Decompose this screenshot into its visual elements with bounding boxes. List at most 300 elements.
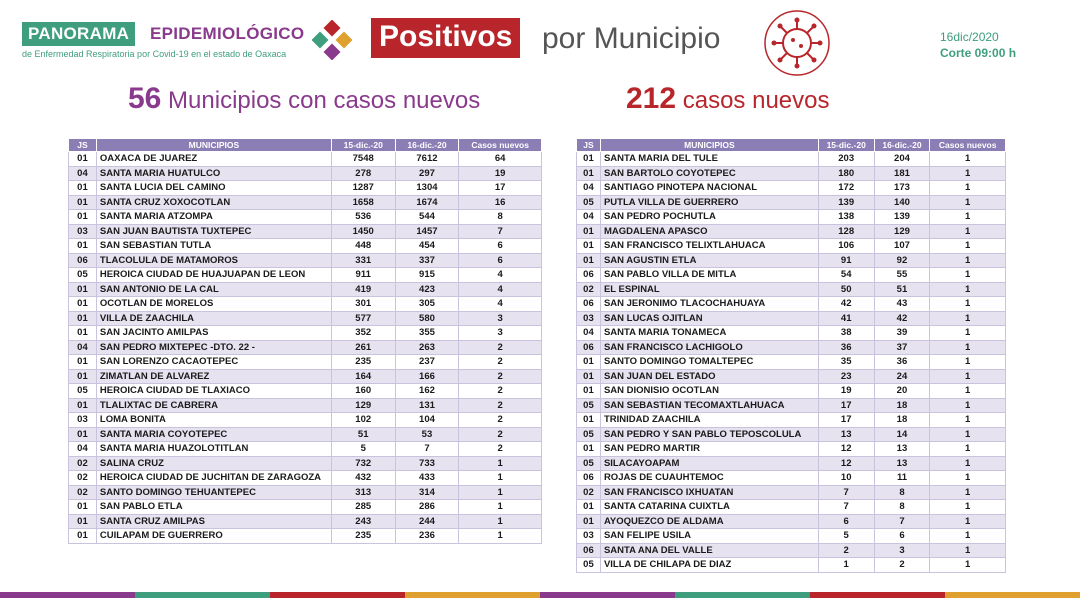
cell-casos-nuevos: 1: [930, 529, 1006, 544]
cell-js: 04: [577, 181, 601, 196]
table-row: [69, 210, 542, 225]
cell-casos-nuevos: 1: [930, 471, 1006, 486]
cell-municipio: SAN FELIPE USILA: [600, 529, 818, 544]
color-segment: [135, 592, 270, 598]
cell-16dic: 166: [395, 369, 459, 384]
cell-15dic: 203: [818, 152, 874, 167]
municipios-count: 56: [128, 82, 162, 115]
cell-js: 03: [577, 529, 601, 544]
cell-municipio: VILLA DE ZAACHILA: [96, 311, 331, 326]
cell-municipio: TLALIXTAC DE CABRERA: [96, 398, 331, 413]
cell-js: 01: [69, 427, 97, 442]
cell-16dic: 42: [874, 311, 930, 326]
cell-15dic: 138: [818, 210, 874, 225]
cell-15dic: 313: [331, 485, 395, 500]
col-15dic: 15-dic.-20: [331, 139, 395, 152]
cell-municipio: EL ESPINAL: [600, 282, 818, 297]
col-js: JS: [577, 139, 601, 152]
cell-js: 04: [69, 340, 97, 355]
cell-casos-nuevos: 4: [459, 268, 542, 283]
cell-16dic: 1457: [395, 224, 459, 239]
table-row: [577, 369, 1006, 384]
cell-16dic: 131: [395, 398, 459, 413]
cell-16dic: 24: [874, 369, 930, 384]
cell-municipio: AYOQUEZCO DE ALDAMA: [600, 514, 818, 529]
cell-casos-nuevos: 1: [459, 529, 542, 544]
cell-js: 01: [577, 166, 601, 181]
cell-casos-nuevos: 1: [930, 224, 1006, 239]
col-municipios: MUNICIPIOS: [600, 139, 818, 152]
cell-js: 01: [577, 514, 601, 529]
cell-municipio: HEROICA CIUDAD DE HUAJUAPAN DE LEON: [96, 268, 331, 283]
cell-16dic: 37: [874, 340, 930, 355]
cell-15dic: 19: [818, 384, 874, 399]
cell-casos-nuevos: 1: [930, 427, 1006, 442]
cell-casos-nuevos: 6: [459, 239, 542, 254]
cell-15dic: 352: [331, 326, 395, 341]
table-row: [577, 311, 1006, 326]
cell-casos-nuevos: 2: [459, 442, 542, 457]
cell-15dic: 102: [331, 413, 395, 428]
table-row: [577, 195, 1006, 210]
cell-15dic: 7548: [331, 152, 395, 167]
table-row: [577, 152, 1006, 167]
cell-js: 04: [577, 326, 601, 341]
cell-municipio: SAN ANTONIO DE LA CAL: [96, 282, 331, 297]
table-row: [69, 195, 542, 210]
cell-casos-nuevos: 1: [930, 355, 1006, 370]
cell-js: 01: [69, 369, 97, 384]
col-casos-nuevos: Casos nuevos: [930, 139, 1006, 152]
cell-15dic: 172: [818, 181, 874, 196]
cell-15dic: 301: [331, 297, 395, 312]
cell-js: 06: [577, 471, 601, 486]
cell-15dic: 1450: [331, 224, 395, 239]
cell-16dic: 423: [395, 282, 459, 297]
cell-municipio: SANTA MARIA HUAZOLOTITLAN: [96, 442, 331, 457]
cell-casos-nuevos: 1: [930, 152, 1006, 167]
brand-logo-icon: [312, 20, 352, 60]
cell-municipio: SANTIAGO PINOTEPA NACIONAL: [600, 181, 818, 196]
cell-municipio: TLACOLULA DE MATAMOROS: [96, 253, 331, 268]
cell-casos-nuevos: 1: [930, 297, 1006, 312]
cell-16dic: 7: [874, 514, 930, 529]
virus-icon: [762, 8, 832, 78]
cell-15dic: 160: [331, 384, 395, 399]
cell-js: 01: [577, 442, 601, 457]
table-row: [577, 166, 1006, 181]
cell-16dic: 263: [395, 340, 459, 355]
cell-15dic: 13: [818, 427, 874, 442]
table-row: [69, 239, 542, 254]
cell-municipio: SANTA CRUZ AMILPAS: [96, 514, 331, 529]
cell-js: 01: [69, 282, 97, 297]
cell-16dic: 733: [395, 456, 459, 471]
cell-casos-nuevos: 1: [930, 485, 1006, 500]
cell-15dic: 536: [331, 210, 395, 225]
cell-16dic: 36: [874, 355, 930, 370]
cell-casos-nuevos: 4: [459, 282, 542, 297]
table-row: [69, 456, 542, 471]
cell-16dic: 173: [874, 181, 930, 196]
cell-municipio: TRINIDAD ZAACHILA: [600, 413, 818, 428]
report-date: 16dic/2020: [940, 30, 999, 44]
cell-casos-nuevos: 1: [930, 210, 1006, 225]
cell-16dic: 454: [395, 239, 459, 254]
cell-15dic: 5: [331, 442, 395, 457]
cell-15dic: 448: [331, 239, 395, 254]
cell-16dic: 305: [395, 297, 459, 312]
cell-15dic: 331: [331, 253, 395, 268]
brand-epidemiologico: EPIDEMIOLÓGICO: [150, 24, 305, 43]
table-row: [577, 268, 1006, 283]
table-row: [69, 326, 542, 341]
table-row: [69, 166, 542, 181]
cell-js: 02: [69, 485, 97, 500]
cell-casos-nuevos: 2: [459, 340, 542, 355]
title-positivos: Positivos: [371, 18, 520, 58]
cell-casos-nuevos: 1: [930, 456, 1006, 471]
cell-js: 01: [577, 355, 601, 370]
table-row: [577, 427, 1006, 442]
table-row: [577, 543, 1006, 558]
table-row: [577, 500, 1006, 515]
cell-15dic: 5: [818, 529, 874, 544]
table-row: [69, 340, 542, 355]
cell-15dic: 235: [331, 529, 395, 544]
cell-casos-nuevos: 1: [930, 500, 1006, 515]
cell-15dic: 419: [331, 282, 395, 297]
table-row: [69, 471, 542, 486]
cell-js: 01: [577, 384, 601, 399]
table-row: [577, 485, 1006, 500]
cell-16dic: 286: [395, 500, 459, 515]
table-row: [577, 355, 1006, 370]
cell-js: 01: [69, 514, 97, 529]
table-row: [577, 326, 1006, 341]
cell-16dic: 39: [874, 326, 930, 341]
cell-16dic: 433: [395, 471, 459, 486]
cell-15dic: 285: [331, 500, 395, 515]
table-row: [577, 529, 1006, 544]
cell-16dic: 8: [874, 485, 930, 500]
col-16dic: 16-dic.-20: [874, 139, 930, 152]
cell-municipio: SANTA MARIA HUATULCO: [96, 166, 331, 181]
cell-casos-nuevos: 64: [459, 152, 542, 167]
cell-16dic: 11: [874, 471, 930, 486]
cell-casos-nuevos: 1: [930, 253, 1006, 268]
table-row: [69, 297, 542, 312]
table-row: [577, 224, 1006, 239]
cell-js: 03: [69, 224, 97, 239]
cell-municipio: SAN PABLO ETLA: [96, 500, 331, 515]
cell-casos-nuevos: 1: [459, 485, 542, 500]
cell-js: 05: [577, 398, 601, 413]
table-row: [69, 485, 542, 500]
cell-16dic: 92: [874, 253, 930, 268]
cell-15dic: 17: [818, 398, 874, 413]
cell-casos-nuevos: 1: [930, 268, 1006, 283]
cell-js: 05: [69, 268, 97, 283]
cell-js: 01: [577, 239, 601, 254]
cell-16dic: 3: [874, 543, 930, 558]
cell-js: 03: [69, 413, 97, 428]
cell-municipio: SAN PEDRO Y SAN PABLO TEPOSCOLULA: [600, 427, 818, 442]
cell-15dic: 1: [818, 558, 874, 573]
cell-15dic: 129: [331, 398, 395, 413]
cell-js: 01: [69, 500, 97, 515]
cell-15dic: 732: [331, 456, 395, 471]
casos-text: casos nuevos: [676, 87, 830, 114]
cell-municipio: VILLA DE CHILAPA DE DIAZ: [600, 558, 818, 573]
cell-16dic: 1674: [395, 195, 459, 210]
cell-js: 02: [69, 471, 97, 486]
cell-js: 01: [69, 398, 97, 413]
table-row: [577, 282, 1006, 297]
brand-header: [22, 22, 352, 66]
cell-js: 05: [577, 558, 601, 573]
col-16dic: 16-dic.-20: [395, 139, 459, 152]
cell-16dic: 18: [874, 398, 930, 413]
cell-16dic: 6: [874, 529, 930, 544]
cell-municipio: HEROICA CIUDAD DE JUCHITAN DE ZARAGOZA: [96, 471, 331, 486]
cell-casos-nuevos: 2: [459, 355, 542, 370]
cell-casos-nuevos: 2: [459, 413, 542, 428]
cell-js: 01: [577, 152, 601, 167]
cell-16dic: 104: [395, 413, 459, 428]
table-row: [577, 413, 1006, 428]
cell-municipio: SAN SEBASTIAN TUTLA: [96, 239, 331, 254]
cell-js: 06: [577, 268, 601, 283]
table-row: [69, 442, 542, 457]
cell-municipio: SANTO DOMINGO TOMALTEPEC: [600, 355, 818, 370]
cell-municipio: SAN FRANCISCO TELIXTLAHUACA: [600, 239, 818, 254]
cell-16dic: 7612: [395, 152, 459, 167]
cell-15dic: 261: [331, 340, 395, 355]
cell-municipio: HEROICA CIUDAD DE TLAXIACO: [96, 384, 331, 399]
cell-js: 03: [577, 311, 601, 326]
cell-16dic: 51: [874, 282, 930, 297]
cell-16dic: 43: [874, 297, 930, 312]
cell-municipio: SANTA CATARINA CUIXTLA: [600, 500, 818, 515]
table-row: [577, 239, 1006, 254]
color-segment: [945, 592, 1080, 598]
cell-js: 01: [69, 210, 97, 225]
cell-municipio: SANTA MARIA COYOTEPEC: [96, 427, 331, 442]
cell-15dic: 38: [818, 326, 874, 341]
table-row: [69, 529, 542, 544]
cell-js: 04: [69, 166, 97, 181]
col-js: JS: [69, 139, 97, 152]
cell-16dic: 181: [874, 166, 930, 181]
cell-municipio: SAN BARTOLO COYOTEPEC: [600, 166, 818, 181]
cell-js: 04: [69, 442, 97, 457]
report-cutoff: Corte 09:00 h: [940, 46, 1017, 60]
cell-15dic: 128: [818, 224, 874, 239]
cell-casos-nuevos: 1: [930, 166, 1006, 181]
cell-js: 01: [577, 253, 601, 268]
cell-js: 01: [69, 529, 97, 544]
cell-15dic: 164: [331, 369, 395, 384]
table-row: [577, 297, 1006, 312]
cell-casos-nuevos: 1: [930, 543, 1006, 558]
cell-15dic: 911: [331, 268, 395, 283]
cell-municipio: SANTA ANA DEL VALLE: [600, 543, 818, 558]
cell-15dic: 50: [818, 282, 874, 297]
cell-js: 01: [69, 355, 97, 370]
table-row: [69, 253, 542, 268]
table-row: [69, 369, 542, 384]
cell-15dic: 91: [818, 253, 874, 268]
bottom-color-bar: [0, 592, 1080, 598]
cell-16dic: 13: [874, 456, 930, 471]
cell-municipio: SANTA MARIA DEL TULE: [600, 152, 818, 167]
cell-municipio: SAN FRANCISCO IXHUATAN: [600, 485, 818, 500]
cell-municipio: SAN JACINTO AMILPAS: [96, 326, 331, 341]
casos-headline: [626, 82, 829, 116]
cell-15dic: 180: [818, 166, 874, 181]
cell-16dic: 236: [395, 529, 459, 544]
table-row: [577, 181, 1006, 196]
cell-15dic: 278: [331, 166, 395, 181]
cell-15dic: 106: [818, 239, 874, 254]
cell-js: 01: [69, 181, 97, 196]
cell-casos-nuevos: 8: [459, 210, 542, 225]
title-por-municipio: por Municipio: [542, 22, 721, 55]
cell-municipio: OAXACA DE JUAREZ: [96, 152, 331, 167]
table-row: [577, 384, 1006, 399]
cell-municipio: SANTA CRUZ XOXOCOTLAN: [96, 195, 331, 210]
cell-casos-nuevos: 1: [930, 384, 1006, 399]
cell-casos-nuevos: 4: [459, 297, 542, 312]
cell-js: 01: [69, 195, 97, 210]
cell-municipio: SAN PEDRO POCHUTLA: [600, 210, 818, 225]
casos-count: 212: [626, 82, 677, 115]
cell-casos-nuevos: 2: [459, 398, 542, 413]
cell-16dic: 139: [874, 210, 930, 225]
cell-casos-nuevos: 19: [459, 166, 542, 181]
color-segment: [270, 592, 405, 598]
table-row: [69, 514, 542, 529]
cell-16dic: 14: [874, 427, 930, 442]
cell-15dic: 139: [818, 195, 874, 210]
table-row: [577, 398, 1006, 413]
cell-municipio: SAN JUAN DEL ESTADO: [600, 369, 818, 384]
cell-casos-nuevos: 1: [930, 181, 1006, 196]
cell-js: 06: [577, 543, 601, 558]
cell-15dic: 7: [818, 485, 874, 500]
table-row: [577, 456, 1006, 471]
cell-casos-nuevos: 1: [930, 398, 1006, 413]
cell-casos-nuevos: 1: [930, 558, 1006, 573]
cell-municipio: SAN SEBASTIAN TECOMAXTLAHUACA: [600, 398, 818, 413]
cell-municipio: SAN JUAN BAUTISTA TUXTEPEC: [96, 224, 331, 239]
cell-casos-nuevos: 1: [930, 413, 1006, 428]
cell-15dic: 17: [818, 413, 874, 428]
table-row: [69, 500, 542, 515]
cell-15dic: 2: [818, 543, 874, 558]
cell-js: 01: [69, 239, 97, 254]
cell-municipio: SANTA MARIA ATZOMPA: [96, 210, 331, 225]
cell-16dic: 580: [395, 311, 459, 326]
cell-casos-nuevos: 1: [459, 500, 542, 515]
cell-municipio: SAN PEDRO MIXTEPEC -DTO. 22 -: [96, 340, 331, 355]
color-segment: [675, 592, 810, 598]
cell-municipio: SILACAYOAPAM: [600, 456, 818, 471]
table-row: [577, 558, 1006, 573]
table-row: [69, 311, 542, 326]
table-row: [69, 427, 542, 442]
cell-16dic: 544: [395, 210, 459, 225]
cell-js: 01: [577, 500, 601, 515]
cell-municipio: SAN JERONIMO TLACOCHAHUAYA: [600, 297, 818, 312]
cell-16dic: 2: [874, 558, 930, 573]
cell-16dic: 162: [395, 384, 459, 399]
cell-16dic: 1304: [395, 181, 459, 196]
cell-16dic: 314: [395, 485, 459, 500]
cell-15dic: 54: [818, 268, 874, 283]
cell-15dic: 577: [331, 311, 395, 326]
cell-casos-nuevos: 16: [459, 195, 542, 210]
cell-16dic: 297: [395, 166, 459, 181]
cell-municipio: SAN PABLO VILLA DE MITLA: [600, 268, 818, 283]
cell-15dic: 12: [818, 442, 874, 457]
cell-js: 05: [69, 384, 97, 399]
cell-municipio: MAGDALENA APASCO: [600, 224, 818, 239]
cell-casos-nuevos: 1: [930, 326, 1006, 341]
cell-16dic: 237: [395, 355, 459, 370]
cell-15dic: 10: [818, 471, 874, 486]
cell-js: 01: [69, 311, 97, 326]
cell-municipio: SAN LUCAS OJITLAN: [600, 311, 818, 326]
cell-16dic: 129: [874, 224, 930, 239]
cell-js: 06: [577, 340, 601, 355]
cell-municipio: SANTO DOMINGO TEHUANTEPEC: [96, 485, 331, 500]
cell-casos-nuevos: 1: [930, 311, 1006, 326]
table-row: [69, 355, 542, 370]
cell-casos-nuevos: 1: [930, 282, 1006, 297]
cell-casos-nuevos: 1: [459, 456, 542, 471]
table-row: [577, 471, 1006, 486]
cell-casos-nuevos: 3: [459, 326, 542, 341]
cell-js: 05: [577, 456, 601, 471]
table-row: [69, 384, 542, 399]
municipios-text: Municipios con casos nuevos: [161, 87, 481, 114]
cell-js: 01: [577, 369, 601, 384]
cell-casos-nuevos: 1: [930, 442, 1006, 457]
cell-casos-nuevos: 17: [459, 181, 542, 196]
cell-casos-nuevos: 1: [930, 369, 1006, 384]
cell-casos-nuevos: 1: [930, 514, 1006, 529]
municipios-table-left: [68, 138, 542, 544]
table-row: [577, 210, 1006, 225]
cell-municipio: SANTA LUCIA DEL CAMINO: [96, 181, 331, 196]
municipios-table-right: [576, 138, 1006, 573]
cell-16dic: 140: [874, 195, 930, 210]
cell-municipio: ZIMATLAN DE ALVAREZ: [96, 369, 331, 384]
cell-municipio: SALINA CRUZ: [96, 456, 331, 471]
cell-15dic: 235: [331, 355, 395, 370]
color-segment: [540, 592, 675, 598]
cell-15dic: 1658: [331, 195, 395, 210]
cell-casos-nuevos: 3: [459, 311, 542, 326]
cell-js: 05: [577, 427, 601, 442]
color-segment: [0, 592, 135, 598]
cell-15dic: 51: [331, 427, 395, 442]
cell-15dic: 243: [331, 514, 395, 529]
cell-casos-nuevos: 7: [459, 224, 542, 239]
cell-municipio: SANTA MARIA TONAMECA: [600, 326, 818, 341]
